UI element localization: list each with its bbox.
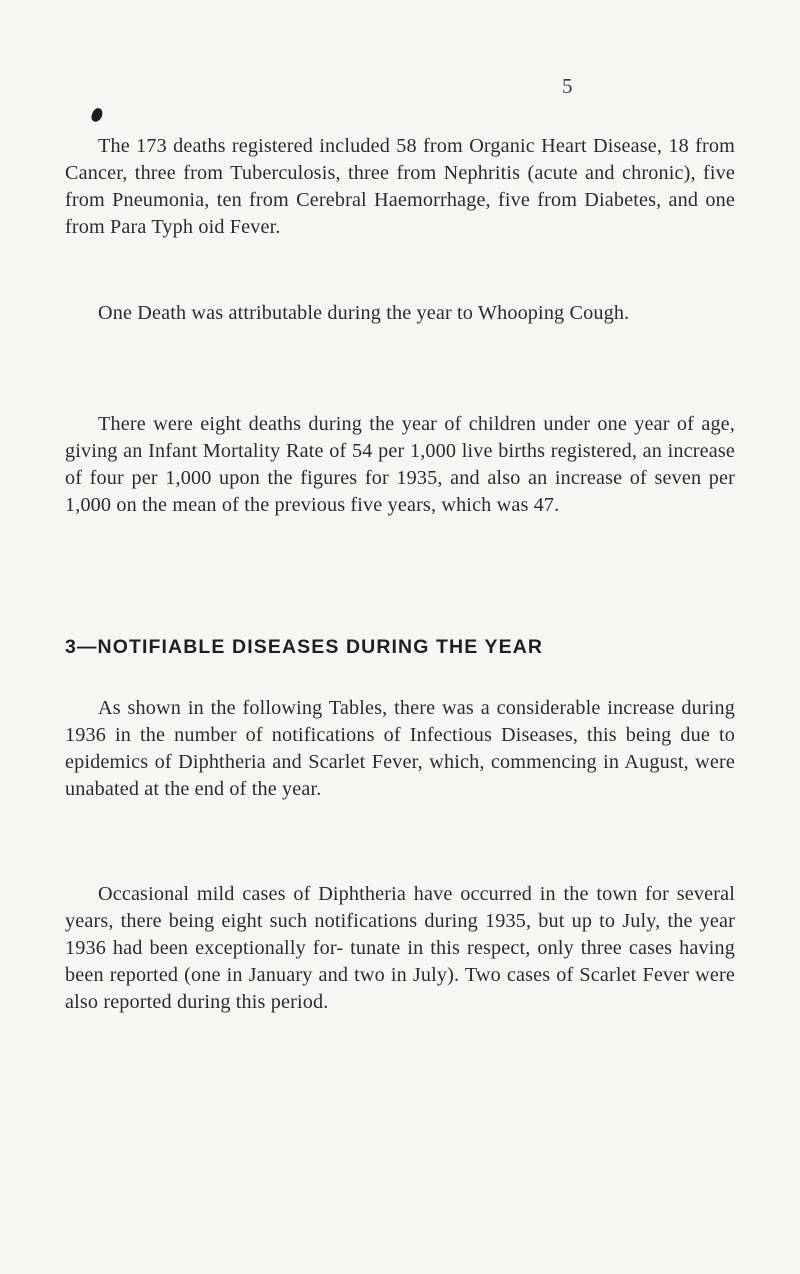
ink-blot-mark [90,107,104,123]
paragraph-deaths-registered: The 173 deaths registered included 58 from Organic Heart Disease, 18 from Cancer, three from Tuberculosis, three from Nephritis (acute and chronic), five from Pneumonia, ten from Cerebral Haemorrhage, five from Diabetes, and one from Para Typh oid Fever. [65,135,735,238]
paragraph-whooping-cough: One Death was attributable during the year to Whooping Cough. [98,302,630,324]
section-heading: 3—NOTIFIABLE DISEASES DURING THE YEAR [65,636,544,658]
paragraph-notifications-increase: As shown in the following Tables, there was a considerable increase during 1936 in the number of notifications of Infectious Diseases, this being due to epidemics of Diphtheria and Scarlet Fever, which, commencing in August, were unabated at the end of the year. [65,697,735,800]
page-number: 5 [562,74,573,98]
paragraph-infant-mortality: There were eight deaths during the year of children under one year of age, giving an Infant Mortality Rate of 54 per 1,000 live births registered, an increase of four per 1,000 upon the figures for 1935, and also an increase of seven per 1,000 on the mean of the previous five years, which was 47. [65,413,735,516]
paragraph-diphtheria-cases: Occasional mild cases of Diphtheria have occurred in the town for several years, there being eight such notifications during 1935, but up to July, the year 1936 had been exceptionally for- tunate in this respect, only three cases having been reported (one in January and two in July). Two cases of Scarlet Fever were also reported during this period. [65,883,735,1013]
